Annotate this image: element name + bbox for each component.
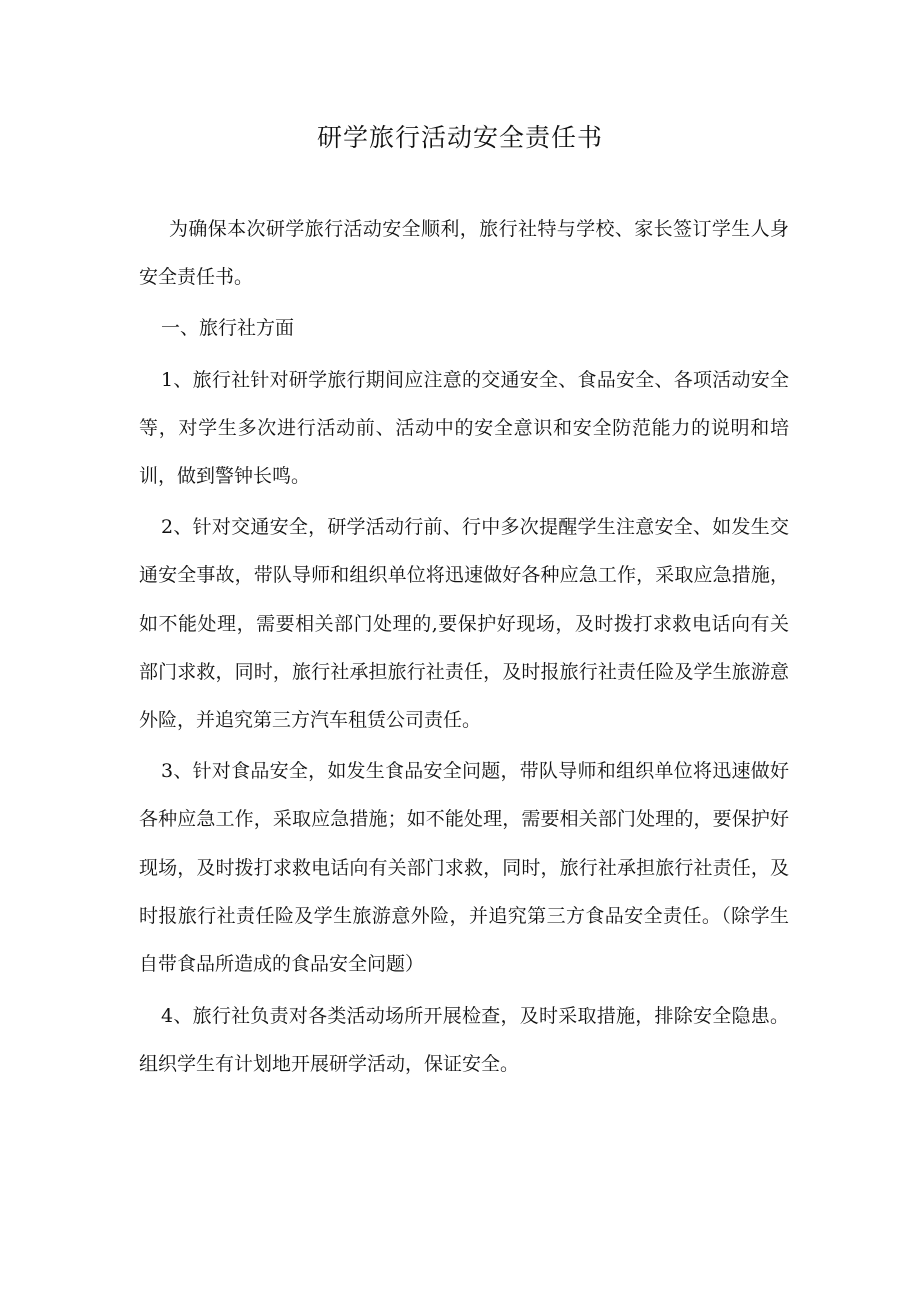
clause-3-paragraph: 3、针对食品安全，如发生食品安全问题，带队导师和组织单位将迅速做好各种应急工作，采取应急措施；如不能处理，需要相关部门处理的，要保护好现场，及时拨打求救电话向有关部门求救，同时，旅行社承担旅行社责任，及时报旅行社责任险及学生旅游意外险，并追究第三方食品安全责任。（除学生自带食品所造成的食品安全问题） — [139, 760, 789, 976]
clause-1-paragraph: 1、旅行社针对研学旅行期间应注意的交通安全、食品安全、各项活动安全等，对学生多次进行活动前、活动中的安全意识和安全防范能力的说明和培训，做到警钟长鸣。 — [139, 368, 789, 488]
section-heading-travel-agency: 一、旅行社方面 — [161, 317, 295, 340]
document-title: 研学旅行活动安全责任书 — [316, 123, 603, 152]
clause-4-paragraph: 4、旅行社负责对各类活动场所开展检查，及时采取措施，排除安全隐患。组织学生有计划地开展研学活动，保证安全。 — [139, 1005, 789, 1076]
document-body — [139, 205, 789, 1089]
clause-2-paragraph: 2、针对交通安全，研学活动行前、行中多次提醒学生注意安全、如发生交通安全事故，带队导师和组织单位将迅速做好各种应急工作，采取应急措施，如不能处理，需要相关部门处理的,要保护好现场，及时拨打求救电话向有关部门求救，同时，旅行社承担旅行社责任，及时报旅行社责任险及学生旅游意外险，并追究第三方汽车租赁公司责任。 — [139, 516, 789, 732]
intro-paragraph: 为确保本次研学旅行活动安全顺利，旅行社特与学校、家长签订学生人身安全责任书。 — [139, 218, 789, 289]
